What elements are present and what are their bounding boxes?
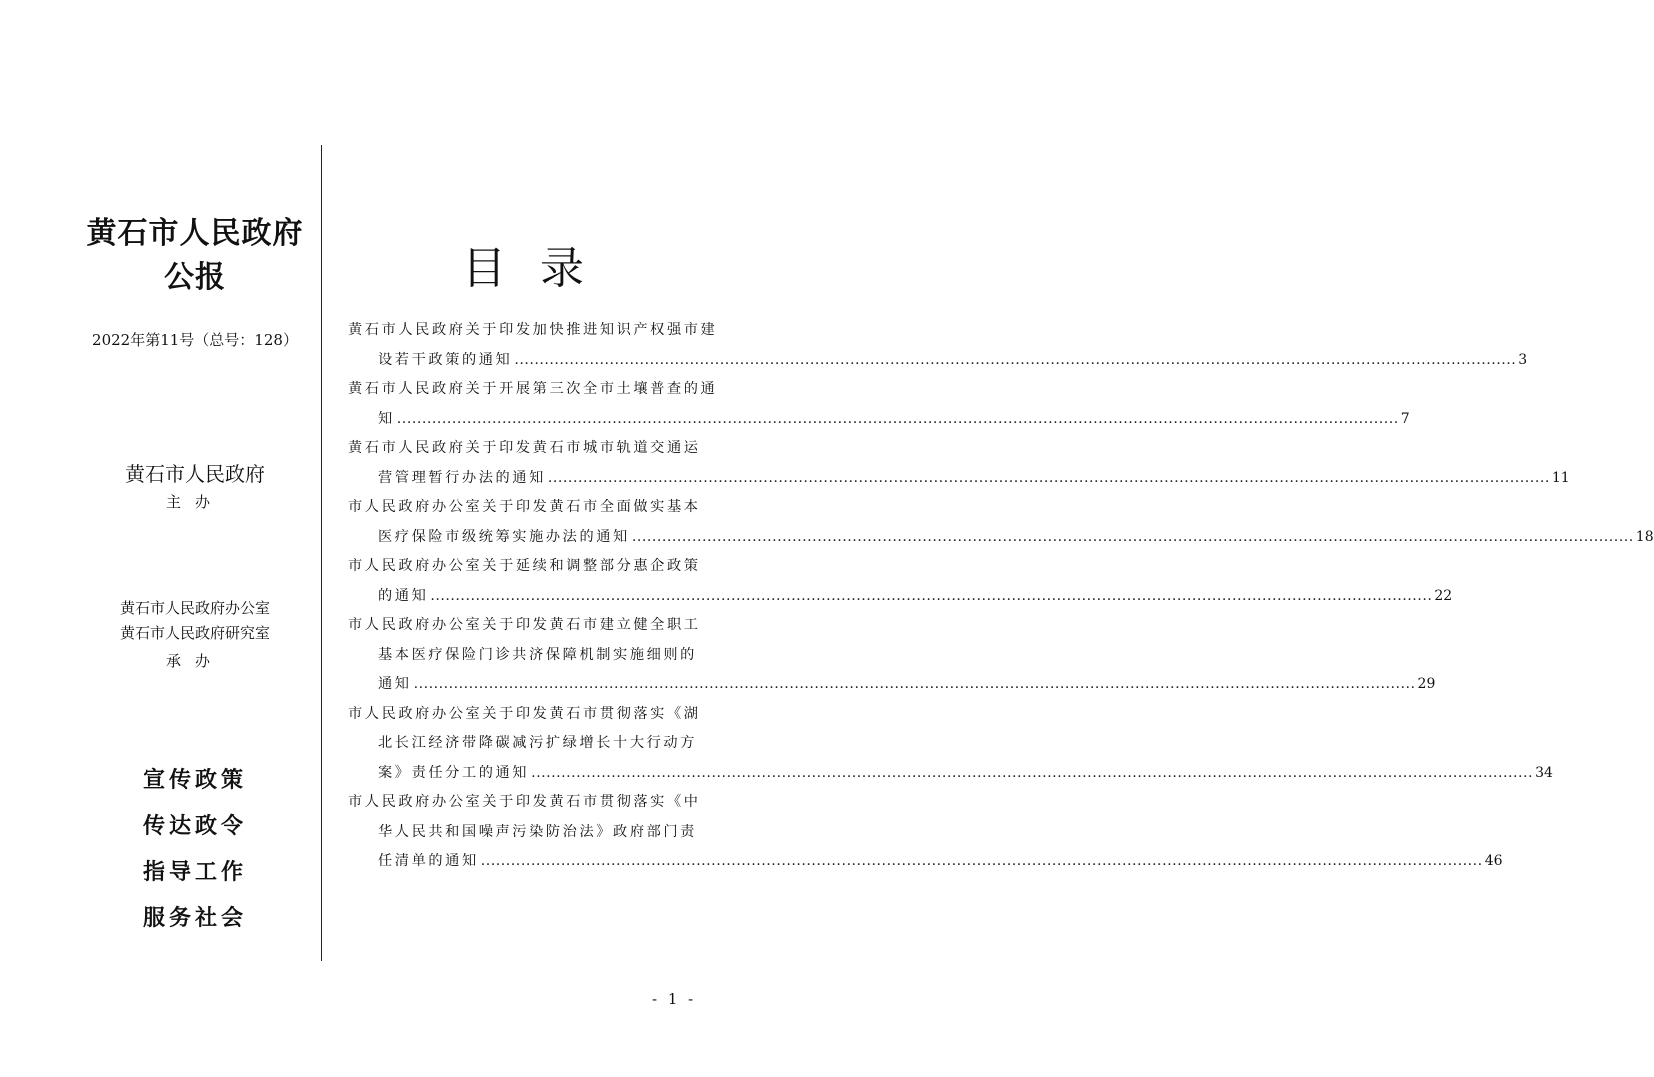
toc-entry-line: 通知 [378,676,412,692]
dot-leader: ........................................................................................................................................................................................................ [413,676,1416,692]
journal-title [60,212,330,300]
dot-leader: ........................................................................................................................................................................................................ [480,853,1483,869]
toc-entry-line: 知 [378,410,395,427]
toc-page-number: 34 [1535,764,1553,781]
organizer-role: 承办 [165,652,224,670]
slogan-block [60,758,330,942]
toc-entry[interactable] [348,493,1654,552]
toc-entry-line: 医疗保险市级统筹实施办法的通知 [378,528,630,545]
dot-leader: ........................................................................................................................................................................................................ [430,587,1433,604]
toc-entry[interactable] [348,611,1436,700]
toc-entry-line: 市人民政府办公室关于延续和调整部分惠企政策 [348,558,701,574]
toc-entry-last-line [348,670,1436,700]
slogan: 指导工作 [142,860,247,885]
sponsor-role: 主办 [165,493,224,511]
organizer-line2: 黄石市人民政府研究室 [119,624,270,642]
toc-entry[interactable] [348,552,1453,611]
dot-leader: ........................................................................................................................................................................................................ [547,469,1550,486]
slogan: 服务社会 [142,906,247,931]
toc-entry-line: 的通知 [378,587,429,604]
dot-leader: ........................................................................................................................................................................................................ [631,528,1634,545]
toc-title: 目录 [462,243,618,294]
organizer-list [60,596,330,646]
toc-entry-last-line [348,759,1553,789]
toc-page-number: 3 [1518,351,1528,368]
sponsor-name: 黄石市人民政府 [125,462,265,486]
toc-entry-line: 北长江经济带降碳减污扩绿增长十大行动方 [378,735,697,751]
toc-entry-line: 设若干政策的通知 [378,351,513,368]
toc-entry[interactable] [348,434,1570,493]
toc-entry-line: 任清单的通知 [378,853,479,869]
toc-entry-line: 黄石市人民政府关于印发加快推进知识产权强市建 [348,322,718,338]
slogan: 宣传政策 [142,768,247,793]
toc-entry-line: 市人民政府办公室关于印发黄石市建立健全职工 [348,617,701,633]
toc-entry-line: 市人民政府办公室关于印发黄石市贯彻落实《湖 [348,705,701,722]
toc-page-number: 11 [1551,469,1570,486]
toc-entry[interactable] [348,700,1553,789]
slogan: 传达政令 [142,814,247,839]
toc-list [348,316,1654,877]
toc-entry[interactable] [348,375,1410,434]
masthead-column [60,0,330,1077]
toc-page-number: 7 [1400,410,1410,427]
dot-leader: ........................................................................................................................................................................................................ [514,351,1517,368]
toc-page-number: 29 [1417,676,1436,692]
toc-entry-line: 黄石市人民政府关于印发黄石市城市轨道交通运 [348,440,701,456]
organizer-line1: 黄石市人民政府办公室 [119,599,270,617]
vertical-divider [321,145,322,961]
journal-title-line1: 黄石市人民政府 [86,216,304,251]
dot-leader: ........................................................................................................................................................................................................ [396,410,1399,427]
toc-entry-last-line [348,847,1503,877]
toc-entry-line: 基本医疗保险门诊共济保障机制实施细则的 [378,646,697,663]
page-number: - 1 - [652,990,697,1008]
toc-entry-line: 市人民政府办公室关于印发黄石市贯彻落实《中 [348,794,701,810]
toc-page-number: 22 [1434,587,1453,604]
toc-page-number: 18 [1635,528,1654,545]
issue-number: 2022年第11号（总号：128） [92,331,298,349]
toc-entry-line: 华人民共和国噪声污染防治法》政府部门责 [378,823,697,840]
toc-entry[interactable] [348,788,1503,877]
toc-entry-last-line [348,582,1453,612]
toc-page-number: 46 [1484,853,1503,869]
dot-leader: ........................................................................................................................................................................................................ [531,764,1534,781]
toc-entry-last-line [348,405,1410,435]
toc-entry-line: 黄石市人民政府关于开展第三次全市土壤普查的通 [348,381,718,397]
toc-entry-line: 案》责任分工的通知 [378,764,530,781]
toc-entry-last-line [348,523,1654,553]
toc-entry-line: 营管理暂行办法的通知 [378,469,546,486]
toc-entry-last-line [348,346,1528,376]
journal-title-line2: 公报 [164,260,226,295]
toc-entry-line: 市人民政府办公室关于印发黄石市全面做实基本 [348,499,701,515]
toc-entry-last-line [348,464,1570,494]
toc-entry[interactable] [348,316,1528,375]
